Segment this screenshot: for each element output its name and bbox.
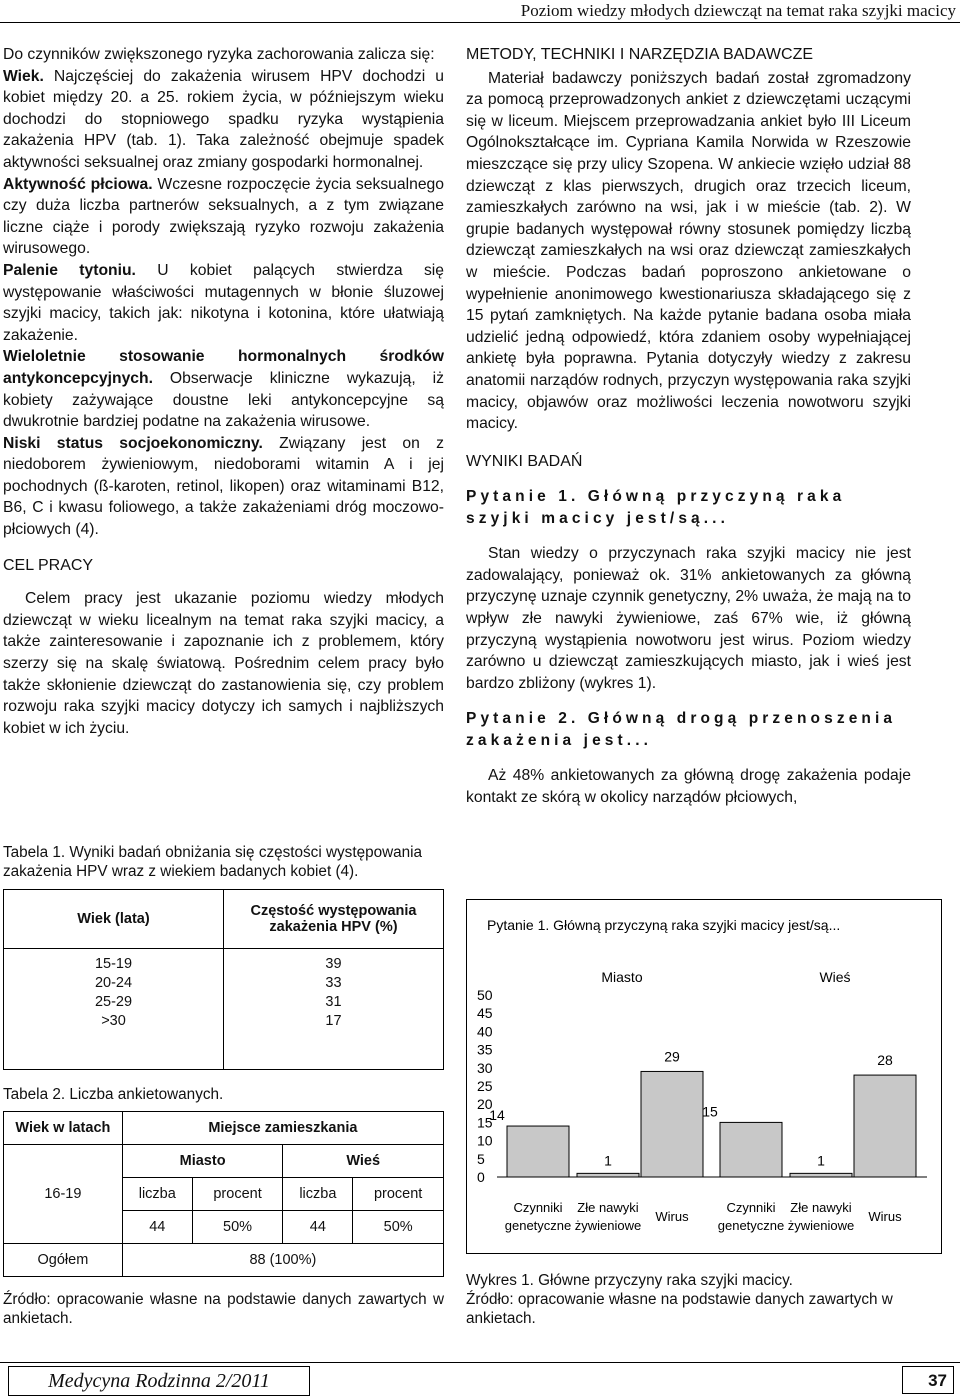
table-2-header-age: Wiek w latach: [4, 1112, 123, 1145]
right-column: [466, 44, 911, 809]
table-2-age-value: 16-19: [4, 1145, 123, 1244]
chart-caption-source: Źródło: opracowanie własne na podstawie danych zawartych w ankietach.: [466, 1291, 893, 1327]
bar: [854, 1075, 916, 1177]
table-2-header-city: Miasto: [122, 1145, 283, 1178]
y-tick-label: 30: [477, 1059, 493, 1076]
table-2-total-label: Ogółem: [4, 1244, 123, 1277]
table-cell: >30: [101, 1013, 126, 1029]
x-tick-label: Wirus: [868, 1209, 902, 1224]
table-cell: 15-19: [94, 956, 133, 972]
panel-label: Miasto: [601, 969, 643, 985]
table-1-header-frequency: Częstość występowania zakażenia HPV (%): [224, 890, 444, 949]
table-2-caption: Tabela 2. Liczba ankietowanych.: [3, 1086, 224, 1103]
bar: [507, 1126, 569, 1177]
intro-paragraph: Do czynników zwiększonego ryzyka zachorowania zalicza się:: [3, 46, 435, 63]
x-tick-label: Wirus: [655, 1209, 689, 1224]
table-1: [3, 889, 444, 1070]
table-1-header-age: Wiek (lata): [4, 890, 224, 949]
page-number: 37: [902, 1366, 954, 1394]
table-2-subheader-percent: procent: [353, 1178, 444, 1211]
section-heading-methods: METODY, TECHNIKI I NARZĘDZIA BADAWCZE: [466, 46, 814, 63]
risk-socioeconomic: Niski status socjoekonomiczny. Związany jest on z niedoborem żywieniowym, niedoborami witamin A i jej pochodnych (ß-karoten, retinol, likopen) oraz witaminami B12, B6, C i kwasu foliowego, a także zakażeniami dróg moczowo-płciowych (4).: [3, 434, 444, 539]
y-tick-label: 20: [477, 1096, 493, 1113]
table-2: [3, 1111, 444, 1277]
table-1-age-values: [4, 949, 224, 1070]
x-tick-label: genetyczne: [504, 1218, 572, 1233]
x-tick-label: Czynniki: [726, 1200, 776, 1215]
data-label: 29: [664, 1048, 680, 1065]
y-tick-label: 45: [477, 1005, 493, 1022]
table-2-subheader-count: liczba: [283, 1178, 353, 1211]
table-2-subheader-count: liczba: [122, 1178, 192, 1211]
table-cell: 44: [122, 1211, 192, 1244]
table-cell: 44: [283, 1211, 353, 1244]
x-tick-label: żywieniowe: [787, 1218, 855, 1233]
panel-label: Wieś: [819, 969, 851, 985]
bar: [641, 1071, 703, 1177]
table-1-caption: Tabela 1. Wyniki badań obniżania się częstości występowania zakażenia HPV wraz z wiekiem badanych kobiet (4).: [3, 844, 423, 880]
y-tick-label: 15: [477, 1114, 493, 1131]
bar: [577, 1173, 639, 1177]
x-tick-label: żywieniowe: [574, 1218, 642, 1233]
table-cell: 50%: [192, 1211, 283, 1244]
methods-paragraph: Materiał badawczy poniższych badań został zgromadzony za pomocą przeprowadzonych ankiet z dziewczętami uczącymi się w liceum. Miejscem przeprowadzania ankiet było III Liceum Ogólnokształcące im. Cypriana Kamila Norwida w Rzeszowie mieszczące się przy ulicy Szopena. W ankiecie wzięło udział 88 dziewcząt z klas pierwszych, drugich oraz trzecich liceum, zamieszkałych zarówno na wsi, jak i w mieście (tab. 2). W grupie badanych występował równy stosunek pomiędzy liczbą dziewcząt zamieszkałych na wsi oraz dziewcząt zamieszkałych w mieście. Podczas badań poproszono ankietowane o wypełnienie anonimowego kwestionariusza składającego się z 15 pytań zamkniętych. Na każde pytanie badana osoba miała udzielić jedną odpowiedź, która zdaniem osoby wypełniającej ankietę była poprawna. Pytania dotyczyły wiedzy z zakresu anatomii narządów rodnych, przyczyn występowania raka szyjki macicy, objawów oraz możliwości leczenia nowotworu szyjki macicy.: [466, 69, 911, 433]
question-2-text: Aż 48% ankietowanych za główną drogę zakażenia podaje kontakt ze skórą w okolicy narządów płciowych,: [466, 767, 911, 807]
chart-caption: [466, 1271, 940, 1328]
chart-title: Pytanie 1. Główną przyczyną raka szyjki macicy jest/są...: [487, 917, 841, 933]
risk-age: Wiek. Najczęściej do zakażenia wirusem HPV dochodzi u kobiet między 20. a 25. rokiem życia, w późniejszym wieku dochodzi do stopniowego spadku ryzyka wystąpienia zakażenia HPV (tab. 1). Taka zależność obejmuje spadek aktywności seksualnej oraz zmiany gospodarki hormonalnej.: [3, 67, 444, 171]
risk-sexual-activity: Aktywność płciowa. Wczesne rozpoczęcie życia seksualnego czy duża liczba partnerów seksualnych, a z tym związane liczne ciąże i porody zwiększają ryzyko rozwoju zakażenia wirusowego.: [3, 175, 444, 258]
data-label: 1: [604, 1152, 612, 1169]
y-tick-label: 5: [477, 1150, 485, 1167]
x-tick-label: Złe nawyki: [790, 1200, 852, 1215]
table-cell: 17: [325, 1013, 342, 1029]
table-2-header-place: Miejsce zamieszkania: [122, 1112, 443, 1145]
data-label: 28: [877, 1052, 893, 1069]
table-cell: 25-29: [94, 994, 133, 1010]
section-heading-aim: CEL PRACY: [3, 556, 94, 574]
table-2-source: Źródło: opracowanie własne na podstawie danych zawartych w ankietach.: [3, 1291, 444, 1327]
bar: [720, 1122, 782, 1177]
chart-caption-title: Wykres 1. Główne przyczyny raka szyjki macicy.: [466, 1272, 793, 1289]
y-tick-label: 25: [477, 1078, 493, 1094]
table-2-total-value: 88 (100%): [122, 1244, 443, 1277]
question-1-heading: Pytanie 1. Główną przyczyną raka szyjki macicy jest/są...: [466, 488, 846, 527]
table-2-subheader-percent: procent: [192, 1178, 283, 1211]
chart-frame: [466, 899, 942, 1254]
table-cell: 20-24: [94, 975, 133, 991]
question-1-text: Stan wiedzy o przyczynach raka szyjki macicy nie jest zadowalający, ponieważ ok. 31% ankietowanych za główną przyczynę uznaje czynnik genetyczny, 2% uważa, że mają na to wpływ złe nawyki żywieniowe, zaś 67% wie, iż główną przyczyną wystąpienia nowotworu jest wirus. Poziom wiedzy zarówno u dziewcząt zamieszkujących miasto, jak i wieś jest bardzo zbliżony (wykres 1).: [466, 545, 911, 692]
y-tick-label: 10: [477, 1132, 493, 1149]
data-label: 1: [817, 1152, 825, 1169]
y-tick-label: 40: [477, 1023, 493, 1040]
question-2-heading: Pytanie 2. Główną drogą przenoszenia zakażenia jest...: [466, 710, 897, 749]
y-tick-label: 35: [477, 1041, 493, 1058]
data-label: 15: [702, 1103, 718, 1120]
table-cell: 39: [325, 956, 342, 972]
section-heading-results: WYNIKI BADAŃ: [466, 452, 583, 470]
y-tick-label: 50: [477, 987, 493, 1003]
running-title: Poziom wiedzy młodych dziewcząt na temat raka szyjki macicy: [520, 1, 956, 20]
risk-hormonal: Wieloletnie stosowanie hormonalnych środków antykoncepcyjnych. Obserwacje kliniczne wykazują, iż kobiety zażywające doustne leki antykoncepcyjne są dwukrotnie bardziej podatne na zakażenia wirusowe.: [3, 348, 444, 431]
footer-rule: [0, 1362, 960, 1363]
y-tick-label: 0: [477, 1169, 485, 1185]
running-header: [0, 0, 960, 23]
risk-smoking: Palenie tytoniu. U kobiet palących stwierdza się występowanie właściwości mutagennych w błonie śluzowej szyjki macicy, takich jak: nikotyna i kotonina, które ułatwiają zakażenie.: [3, 261, 445, 344]
x-tick-label: Czynniki: [513, 1200, 563, 1215]
left-column: [3, 44, 444, 739]
x-tick-label: Złe nawyki: [577, 1200, 639, 1215]
table-cell: 31: [325, 994, 342, 1010]
table-1-frequency-values: [224, 949, 444, 1070]
aim-paragraph: Celem pracy jest ukazanie poziomu wiedzy młodych dziewcząt w wieku licealnym na temat raka szyjki macicy, a także zainteresowanie i zapoznanie ich z problemem, który szerzy się na skalę światową. Pośrednim celem pracy było także skłonienie dziewcząt do zastanowienia się, czy problem rozwoju raka szyjki macicy dotyczy ich samych i najbliższych kobiet w ich życiu.: [3, 590, 444, 737]
table-cell: 33: [325, 975, 342, 991]
bar-chart: [467, 900, 941, 1253]
data-label: 14: [489, 1107, 505, 1124]
table-cell: 50%: [353, 1211, 444, 1244]
footer-publication: Medycyna Rodzinna 2/2011: [8, 1366, 310, 1396]
x-tick-label: genetyczne: [717, 1218, 785, 1233]
table-2-header-village: Wieś: [283, 1145, 444, 1178]
bar: [790, 1173, 852, 1177]
